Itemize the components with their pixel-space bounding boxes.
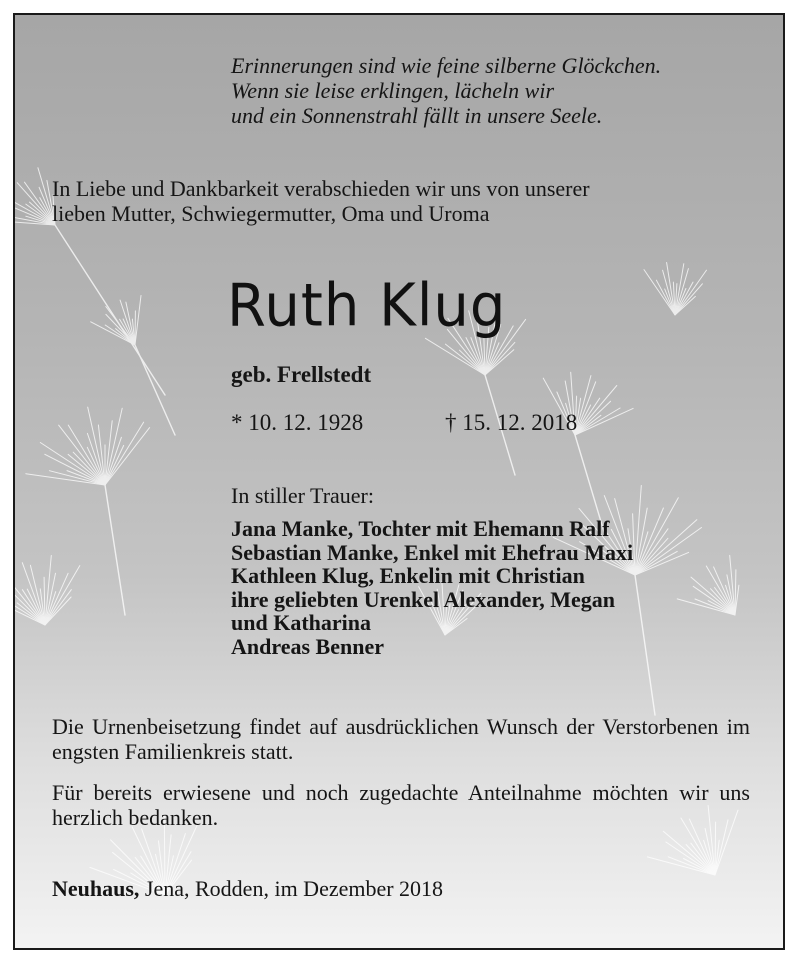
poem-line: Erinnerungen sind wie feine silberne Glöckchen.: [231, 53, 662, 78]
place-rest: Jena, Rodden, im Dezember 2018: [139, 876, 444, 901]
thanks-notice: Für bereits erwiesene und noch zugedachte Anteilnahme möchten wir uns herzlich bedanken.: [52, 780, 750, 830]
deceased-name: Ruth Klug: [227, 271, 507, 341]
mourner-entry: ihre geliebten Urenkel Alexander, Megan: [231, 586, 615, 612]
mourner-entry: Sebastian Manke, Enkel mit Ehefrau Maxi: [231, 539, 634, 565]
poem-line: und ein Sonnenstrahl fällt in unsere Seele.: [231, 103, 603, 128]
mourning-heading: In stiller Trauer:: [231, 483, 374, 508]
intro-line: In Liebe und Dankbarkeit verabschieden wir uns von unserer: [52, 176, 590, 201]
poem-line: Wenn sie leise erklingen, lächeln wir: [231, 78, 555, 103]
mourner-entry: Kathleen Klug, Enkelin mit Christian: [231, 563, 585, 588]
place-and-date: [52, 876, 443, 902]
poem: [231, 53, 661, 128]
intro-line: lieben Mutter, Schwiegermutter, Oma und Uroma: [52, 201, 490, 226]
burial-notice: Die Urnenbeisetzung findet auf ausdrücklichen Wunsch der Verstorbenen im engsten Familienkreis statt.: [52, 714, 750, 764]
intro-text: [52, 176, 590, 226]
mourner-entry: Andreas Benner: [231, 633, 384, 659]
death-date: † 15. 12. 2018: [445, 410, 578, 435]
maiden-name: geb. Frellstedt: [231, 362, 372, 387]
mourner-entry: Jana Manke, Tochter mit Ehemann Ralf: [231, 516, 610, 541]
mourners-list: [231, 517, 633, 658]
mourner-entry: und Katharina: [231, 610, 371, 635]
obituary-notice: [13, 13, 785, 950]
place-primary: Neuhaus,: [52, 876, 140, 901]
birth-date: * 10. 12. 1928: [231, 410, 364, 435]
